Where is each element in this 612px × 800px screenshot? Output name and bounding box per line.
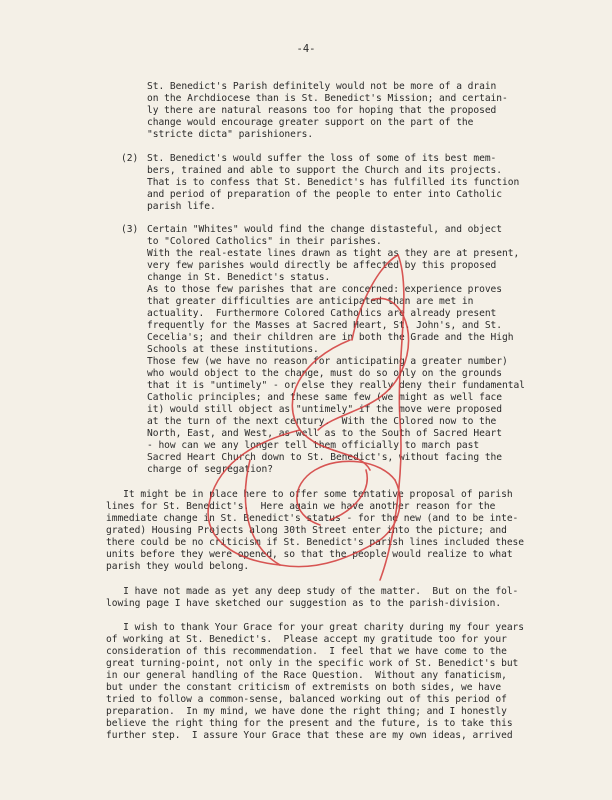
text-line: St. Benedict's Parish definitely would not be more of a drain (147, 81, 497, 92)
text-line: on the Archdiocese than is St. Benedict's Mission; and certain- (147, 93, 508, 104)
text-line: consideration of this recommendation. I feel that we have come to the (106, 646, 507, 657)
text-line: to "Colored Catholics" in their parishes. (147, 236, 382, 247)
text-line: lowing page I have sketched our suggestion as to the parish-division. (106, 598, 502, 609)
text-line: ly there are natural reasons too for hoping that the proposed (147, 105, 497, 116)
text-line: Sacred Heart Church down to St. Benedict's, without facing the (147, 452, 503, 463)
text-line: further step. I assure Your Grace that these are my own ideas, arrived (106, 730, 513, 741)
text-line: change would encourage greater support on the part of the (147, 117, 474, 128)
text-line: Certain "Whites" would find the change distasteful, and object (147, 224, 503, 235)
text-line: that greater difficulties are anticipated than are met in (147, 296, 474, 307)
text-line: of working at St. Benedict's. Please accept my gratitude too for your (106, 634, 507, 645)
text-line: That is to confess that St. Benedict's has fulfilled its function (147, 177, 520, 188)
text-line: I have not made as yet any deep study of the matter. But on the fol- (106, 586, 519, 597)
text-line: preparation. In my mind, we have done the right thing; and I honestly (106, 706, 507, 717)
text-line: tried to follow a common-sense, balanced working out of this period of (106, 694, 507, 705)
text-line: but under the constant criticism of extremists on both sides, we have (106, 682, 502, 693)
text-line: it) would still object as "untimely" if the move were proposed (147, 404, 503, 415)
text-line: It might be in place here to offer some tentative proposal of parish (106, 489, 513, 500)
text-line: With the real-estate lines drawn as tight as they are at present, (147, 248, 520, 259)
text-line: Those few (we have no reason for anticipating a greater number) (147, 356, 508, 367)
text-line: there could be no criticism if St. Benedict's parish lines included these (106, 537, 524, 548)
text-line: very few parishes would directly be affected by this proposed (147, 260, 497, 271)
text-line: - how can we any longer tell them officially to march past (147, 440, 480, 451)
text-line: North, East, and West, as well as to the South of Sacred Heart (147, 428, 503, 439)
text-line: lines for St. Benedict's. Here again we have another reason for the (106, 501, 496, 512)
text-line: actuality. Furthermore Colored Catholics are already present (147, 308, 497, 319)
text-line: parish life. (147, 201, 216, 212)
text-line: immediate change in St. Benedict's status - for the new (and to be inte- (106, 513, 519, 524)
text-line: Schools at these institutions. (147, 344, 319, 355)
page-number: -4- (296, 43, 316, 55)
text-line: and period of preparation of the people to enter into Catholic (147, 189, 503, 200)
text-line: believe the right thing for the present and the future, is to take this (106, 718, 513, 729)
text-line: in our general handling of the Race Question. Without any fanaticism, (106, 670, 507, 681)
text-line: that it is "untimely" - or else they really deny their fundamental (147, 380, 525, 391)
text-line: Catholic principles; and these same few (we might as well face (147, 392, 503, 403)
text-line: charge of segregation? (147, 464, 273, 475)
text-line: change in St. Benedict's status. (147, 272, 331, 283)
text-line: grated) Housing Projects along 30th Street enter into the picture; and (106, 525, 507, 536)
text-line: great turning-point, not only in the specific work of St. Benedict's but (106, 658, 519, 669)
text-line: units before they were opened, so that the people would realize to what (106, 549, 513, 560)
text-line: As to those few parishes that are concerned: experience proves (147, 284, 503, 295)
text-line: bers, trained and able to support the Church and its projects. (147, 165, 503, 176)
item-number-2: (2) (121, 153, 139, 164)
text-line: Cecelia's; and their children are in both the Grade and the High (147, 332, 514, 343)
text-line: I wish to thank Your Grace for your great charity during my four years (106, 622, 524, 633)
item-number-3: (3) (121, 224, 139, 235)
text-line: parish they would belong. (106, 561, 250, 572)
text-line: frequently for the Masses at Sacred Heart, St. John's, and St. (147, 320, 503, 331)
text-line: who would object to the change, must do so only on the grounds (147, 368, 503, 379)
text-line: "stricte dicta" parishioners. (147, 129, 314, 140)
text-line: at the turn of the next century. With the Colored now to the (147, 416, 497, 427)
text-line: St. Benedict's would suffer the loss of some of its best mem- (147, 153, 497, 164)
